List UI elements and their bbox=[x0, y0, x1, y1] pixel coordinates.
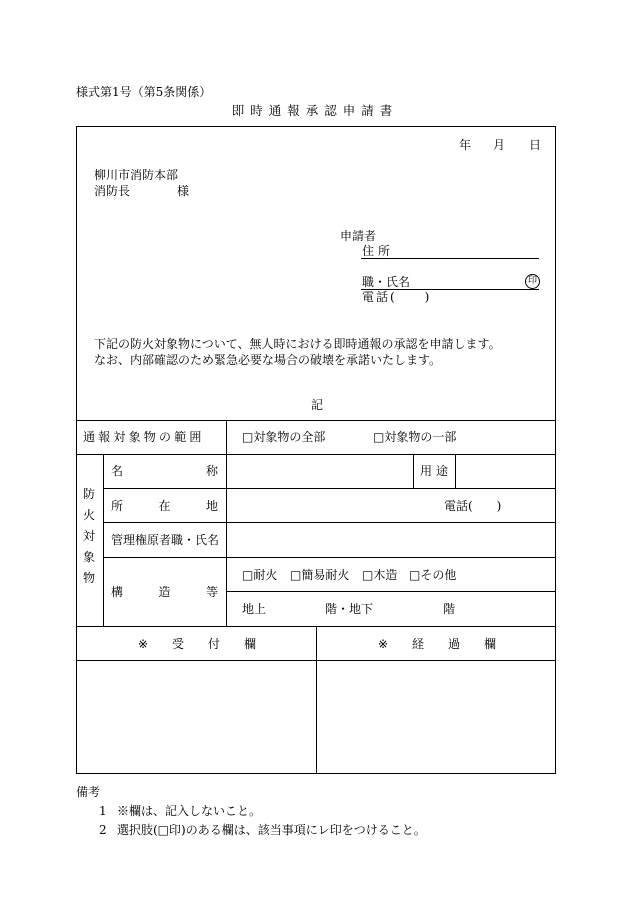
remarks-title: 備考 bbox=[76, 785, 101, 799]
date-day-label: 日 bbox=[529, 138, 542, 152]
remark-note-number: 1 bbox=[99, 804, 107, 818]
location-label-cell bbox=[111, 500, 218, 512]
scope-label: 通報対象物の範囲 bbox=[83, 430, 205, 444]
form-code: 様式第1号（第5条関係） bbox=[76, 85, 212, 99]
label-char: 受 bbox=[172, 637, 185, 651]
reception-column-header bbox=[138, 638, 256, 650]
address-field[interactable] bbox=[361, 258, 539, 259]
structure-option-semi-fireproof[interactable]: □簡易耐火 bbox=[290, 568, 350, 582]
phone-label: 電話( ) bbox=[362, 290, 432, 304]
label-char: 過 bbox=[447, 637, 460, 651]
document-title: 即時通報承認申請書 bbox=[231, 103, 399, 118]
structure-label-cell bbox=[111, 586, 218, 598]
group-label-char: 象 bbox=[82, 550, 95, 564]
label-char: 経 bbox=[412, 637, 425, 651]
progress-column-header bbox=[378, 638, 496, 650]
location-phone-label: 電話( ) bbox=[444, 499, 502, 513]
label-char: ※ bbox=[378, 637, 389, 651]
label-char: 構 bbox=[111, 585, 124, 599]
seal-icon: 印 bbox=[525, 274, 540, 289]
group-label-char: 物 bbox=[82, 571, 95, 585]
label-char: 地 bbox=[205, 499, 218, 513]
request-text-line-2: なお、内部確認のため緊急必要な場合の破壊を承諾いたします。 bbox=[94, 353, 442, 367]
address-label: 住所 bbox=[362, 244, 395, 258]
table-column-divider bbox=[103, 454, 104, 626]
group-label-char: 防 bbox=[82, 487, 95, 501]
addressee-organization: 柳川市消防本部 bbox=[94, 168, 179, 182]
table-row-divider bbox=[103, 488, 556, 489]
label-char: 所 bbox=[111, 499, 124, 513]
structure-option-other[interactable]: □その他 bbox=[409, 568, 457, 582]
applicant-label: 申請者 bbox=[340, 229, 377, 243]
structure-option-wooden[interactable]: □木造 bbox=[362, 568, 398, 582]
request-text-line-1: 下記の防火対象物について、無人時における即時通報の承認を申請します。 bbox=[94, 337, 501, 351]
table-row-divider bbox=[76, 454, 556, 455]
group-label-char: 対 bbox=[82, 529, 95, 543]
remark-note bbox=[99, 805, 261, 817]
floors-suffix-label: 階 bbox=[443, 602, 456, 616]
name-label: 職・氏名 bbox=[362, 275, 411, 289]
remark-note-text: 選択肢(□印)のある欄は、該当事項にレ印をつけること。 bbox=[117, 823, 426, 837]
remark-note bbox=[99, 824, 426, 836]
reception-box[interactable] bbox=[77, 661, 315, 773]
remark-note-number: 2 bbox=[99, 823, 107, 837]
table-column-divider bbox=[226, 420, 227, 626]
scope-option-partial[interactable]: □対象物の一部 bbox=[373, 430, 457, 444]
table-row-divider bbox=[103, 557, 556, 558]
label-char: 名 bbox=[111, 464, 124, 478]
table-top-border bbox=[76, 420, 556, 421]
structure-option-fireproof[interactable]: □耐火 bbox=[242, 568, 278, 582]
addressee-honorific: 様 bbox=[177, 184, 190, 198]
date-month-label: 月 bbox=[493, 138, 506, 152]
table-column-divider bbox=[413, 454, 414, 488]
label-char: 欄 bbox=[483, 637, 496, 651]
group-label-char: 火 bbox=[82, 508, 95, 522]
remark-note-text: ※欄は、記入しないこと。 bbox=[117, 804, 262, 818]
label-char: 欄 bbox=[243, 637, 256, 651]
label-char: ※ bbox=[138, 637, 149, 651]
label-char: 造 bbox=[158, 585, 171, 599]
label-char: 称 bbox=[205, 464, 218, 478]
table-row-divider bbox=[103, 522, 556, 523]
label-char: 在 bbox=[158, 499, 171, 513]
ki-heading: 記 bbox=[311, 398, 324, 412]
progress-box[interactable] bbox=[317, 661, 555, 773]
addressee-title: 消防長 bbox=[94, 184, 131, 198]
floors-above-label: 地上 bbox=[242, 602, 267, 616]
scope-option-all[interactable]: □対象物の全部 bbox=[242, 430, 326, 444]
fire-target-group-label bbox=[78, 484, 100, 589]
use-label: 用途 bbox=[420, 464, 453, 478]
name-label-cell bbox=[111, 465, 218, 477]
table-column-divider bbox=[455, 454, 456, 488]
date-year-label: 年 bbox=[459, 138, 472, 152]
label-char: 等 bbox=[205, 585, 218, 599]
floors-below-label: 階・地下 bbox=[325, 602, 374, 616]
manager-label: 管理権原者職・氏名 bbox=[111, 533, 220, 547]
table-row-divider bbox=[226, 591, 556, 592]
label-char: 付 bbox=[207, 637, 220, 651]
